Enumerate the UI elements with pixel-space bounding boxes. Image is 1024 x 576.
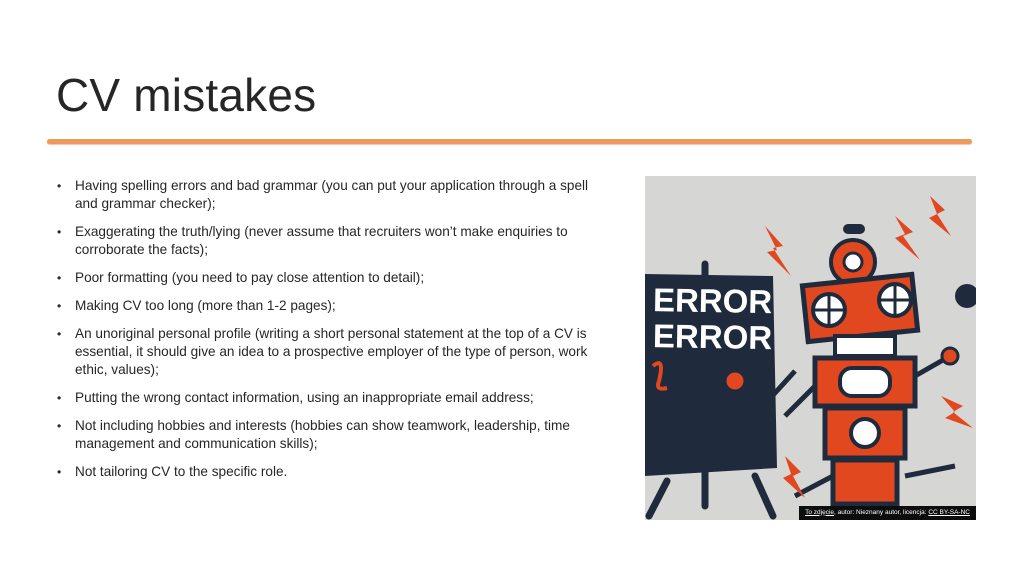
- sign-text-2: ERROR: [652, 317, 773, 357]
- bullet-dot: •: [57, 391, 62, 405]
- bullet-item: [56, 269, 606, 287]
- bullet-item: [56, 389, 606, 407]
- bullet-item: [56, 297, 606, 315]
- credit-text: , autor: Nieznany autor, licencja:: [834, 508, 929, 516]
- bullet-text: Not including hobbies and interests (hobbies can show teamwork, leadership, time management and communication skills);: [75, 418, 570, 451]
- bullet-item: [56, 325, 606, 379]
- credit-license-link[interactable]: CC BY-SA-NC: [928, 508, 970, 516]
- bullet-text: An unoriginal personal profile (writing a short personal statement at the top of a CV is essential, it should give an idea to a prospective employer of the type of person, work ethic, values);: [75, 326, 588, 377]
- bullet-list: [56, 177, 606, 491]
- robot-artwork: [645, 176, 976, 520]
- sign-text-1: ERROR: [652, 281, 773, 321]
- bullet-text: Exaggerating the truth/lying (never assume that recruiters won’t make enquiries to corroborate the facts);: [75, 224, 568, 257]
- bullet-item: [56, 177, 606, 213]
- image-credit: [799, 506, 976, 520]
- bullet-item: [56, 417, 606, 453]
- bullet-dot: •: [57, 419, 62, 433]
- bullet-dot: •: [57, 225, 62, 239]
- bullet-dot: •: [57, 299, 62, 313]
- credit-photo-link[interactable]: To zdjęcie: [805, 508, 835, 516]
- bullet-item: [56, 463, 606, 481]
- slide-title: CV mistakes: [56, 69, 317, 121]
- bullet-text: Making CV too long (more than 1-2 pages);: [75, 298, 336, 313]
- bullet-text: Not tailoring CV to the specific role.: [75, 464, 288, 479]
- bullet-text: Having spelling errors and bad grammar (you can put your application through a spell and grammar checker);: [75, 178, 589, 211]
- bullet-dot: •: [57, 271, 62, 285]
- bullet-dot: •: [57, 179, 62, 193]
- bullet-dot: •: [57, 327, 62, 341]
- bullet-text: Putting the wrong contact information, using an inappropriate email address;: [75, 390, 534, 405]
- title-underline: [47, 139, 972, 144]
- error-robot-illustration: [645, 176, 976, 520]
- bullet-item: [56, 223, 606, 259]
- bullet-text: Poor formatting (you need to pay close attention to detail);: [75, 270, 425, 285]
- bullet-dot: •: [57, 465, 62, 479]
